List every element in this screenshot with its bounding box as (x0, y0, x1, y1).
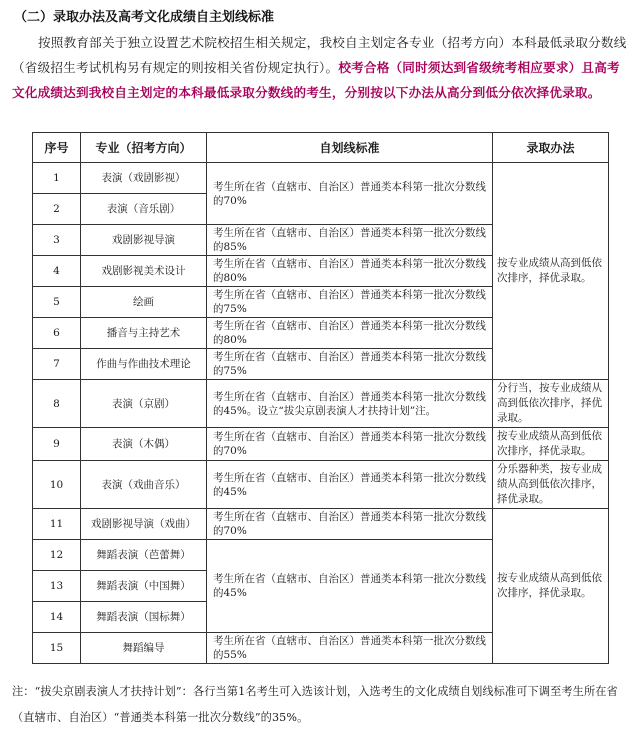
row-major: 舞蹈编导 (81, 633, 207, 664)
row-no: 3 (33, 225, 81, 256)
section-title: （二）录取办法及高考文化成绩自主划线标准 (14, 10, 275, 25)
row-no: 1 (33, 163, 81, 194)
row-major: 表演（木偶） (81, 428, 207, 461)
table-row (33, 163, 609, 194)
row-no: 11 (33, 509, 81, 540)
row-no: 13 (33, 571, 81, 602)
row-major: 戏剧影视导演 (81, 225, 207, 256)
row-no: 4 (33, 256, 81, 287)
row-major: 表演（京剧） (81, 380, 207, 428)
row-no: 14 (33, 602, 81, 633)
row-no: 5 (33, 287, 81, 318)
row-standard: 考生所在省（直辖市、自治区）普通类本科第一批次分数线的80% (207, 256, 493, 287)
table-row (33, 461, 609, 509)
table-row (33, 380, 609, 428)
row-major: 戏剧影视导演（戏曲） (81, 509, 207, 540)
row-standard: 考生所在省（直辖市、自治区）普通类本科第一批次分数线的80% (207, 318, 493, 349)
row-major: 作曲与作曲技术理论 (81, 349, 207, 380)
row-no: 8 (33, 380, 81, 428)
table-header-row (33, 133, 609, 163)
table-row (33, 428, 609, 461)
row-standard: 考生所在省（直辖市、自治区）普通类本科第一批次分数线的85% (207, 225, 493, 256)
row-standard: 考生所在省（直辖市、自治区）普通类本科第一批次分数线的45%。设立“拔尖京剧表演人才扶持计划”注。 (207, 380, 493, 428)
row-standard: 考生所在省（直辖市、自治区）普通类本科第一批次分数线的70% (207, 509, 493, 540)
row-no: 12 (33, 540, 81, 571)
row-no: 6 (33, 318, 81, 349)
row-method: 分乐器种类，按专业成绩从高到低依次排序，择优录取。 (493, 461, 609, 509)
row-major: 舞蹈表演（芭蕾舞） (81, 540, 207, 571)
header-standard: 自划线标准 (207, 133, 493, 163)
row-method: 按专业成绩从高到低依次排序，择优录取。 (493, 163, 609, 380)
row-standard: 考生所在省（直辖市、自治区）普通类本科第一批次分数线的70% (207, 163, 493, 225)
header-method: 录取办法 (493, 133, 609, 163)
row-no: 9 (33, 428, 81, 461)
row-major: 舞蹈表演（国标舞） (81, 602, 207, 633)
table-row (33, 509, 609, 540)
row-standard: 考生所在省（直辖市、自治区）普通类本科第一批次分数线的45% (207, 461, 493, 509)
row-major: 表演（戏曲音乐） (81, 461, 207, 509)
row-standard: 考生所在省（直辖市、自治区）普通类本科第一批次分数线的75% (207, 287, 493, 318)
row-major: 舞蹈表演（中国舞） (81, 571, 207, 602)
row-major: 戏剧影视美术设计 (81, 256, 207, 287)
row-no: 2 (33, 194, 81, 225)
row-no: 10 (33, 461, 81, 509)
intro-text: 按照教育部关于独立设置艺术院校招生相关规定，我校自主划定各专业（招考方向）本科最低录取分数线（省级招生考试机构另有规定的则按相关省份规定执行）。 (12, 35, 627, 75)
row-standard: 考生所在省（直辖市、自治区）普通类本科第一批次分数线的55% (207, 633, 493, 664)
admission-table (32, 132, 609, 664)
footnote: 注：“拔尖京剧表演人才扶持计划”：各行当第1名考生可入选该计划，入选考生的文化成绩自划线标准可下调至考生所在省（直辖市、自治区）“普通类本科第一批次分数线”的35%。 (12, 685, 618, 724)
row-method: 分行当，按专业成绩从高到低依次排序，择优录取。 (493, 380, 609, 428)
row-major: 表演（音乐剧） (81, 194, 207, 225)
header-no: 序号 (33, 133, 81, 163)
row-method: 按专业成绩从高到低依次排序，择优录取。 (493, 428, 609, 461)
row-method: 按专业成绩从高到低依次排序，择优录取。 (493, 509, 609, 664)
row-standard: 考生所在省（直辖市、自治区）普通类本科第一批次分数线的70% (207, 428, 493, 461)
row-no: 7 (33, 349, 81, 380)
intro-highlight: 校考合格（同时须达到省级统考相应要求）且高考文化成绩达到我校自主划定的本科最低录取分数线的考生，分别按以下办法从高分到低分依次择优录取。 (12, 60, 620, 100)
row-major: 表演（戏剧影视） (81, 163, 207, 194)
row-major: 播音与主持艺术 (81, 318, 207, 349)
row-major: 绘画 (81, 287, 207, 318)
header-major: 专业（招考方向） (81, 133, 207, 163)
row-no: 15 (33, 633, 81, 664)
intro-paragraph (12, 30, 630, 105)
row-standard: 考生所在省（直辖市、自治区）普通类本科第一批次分数线的45% (207, 540, 493, 633)
row-standard: 考生所在省（直辖市、自治区）普通类本科第一批次分数线的75% (207, 349, 493, 380)
